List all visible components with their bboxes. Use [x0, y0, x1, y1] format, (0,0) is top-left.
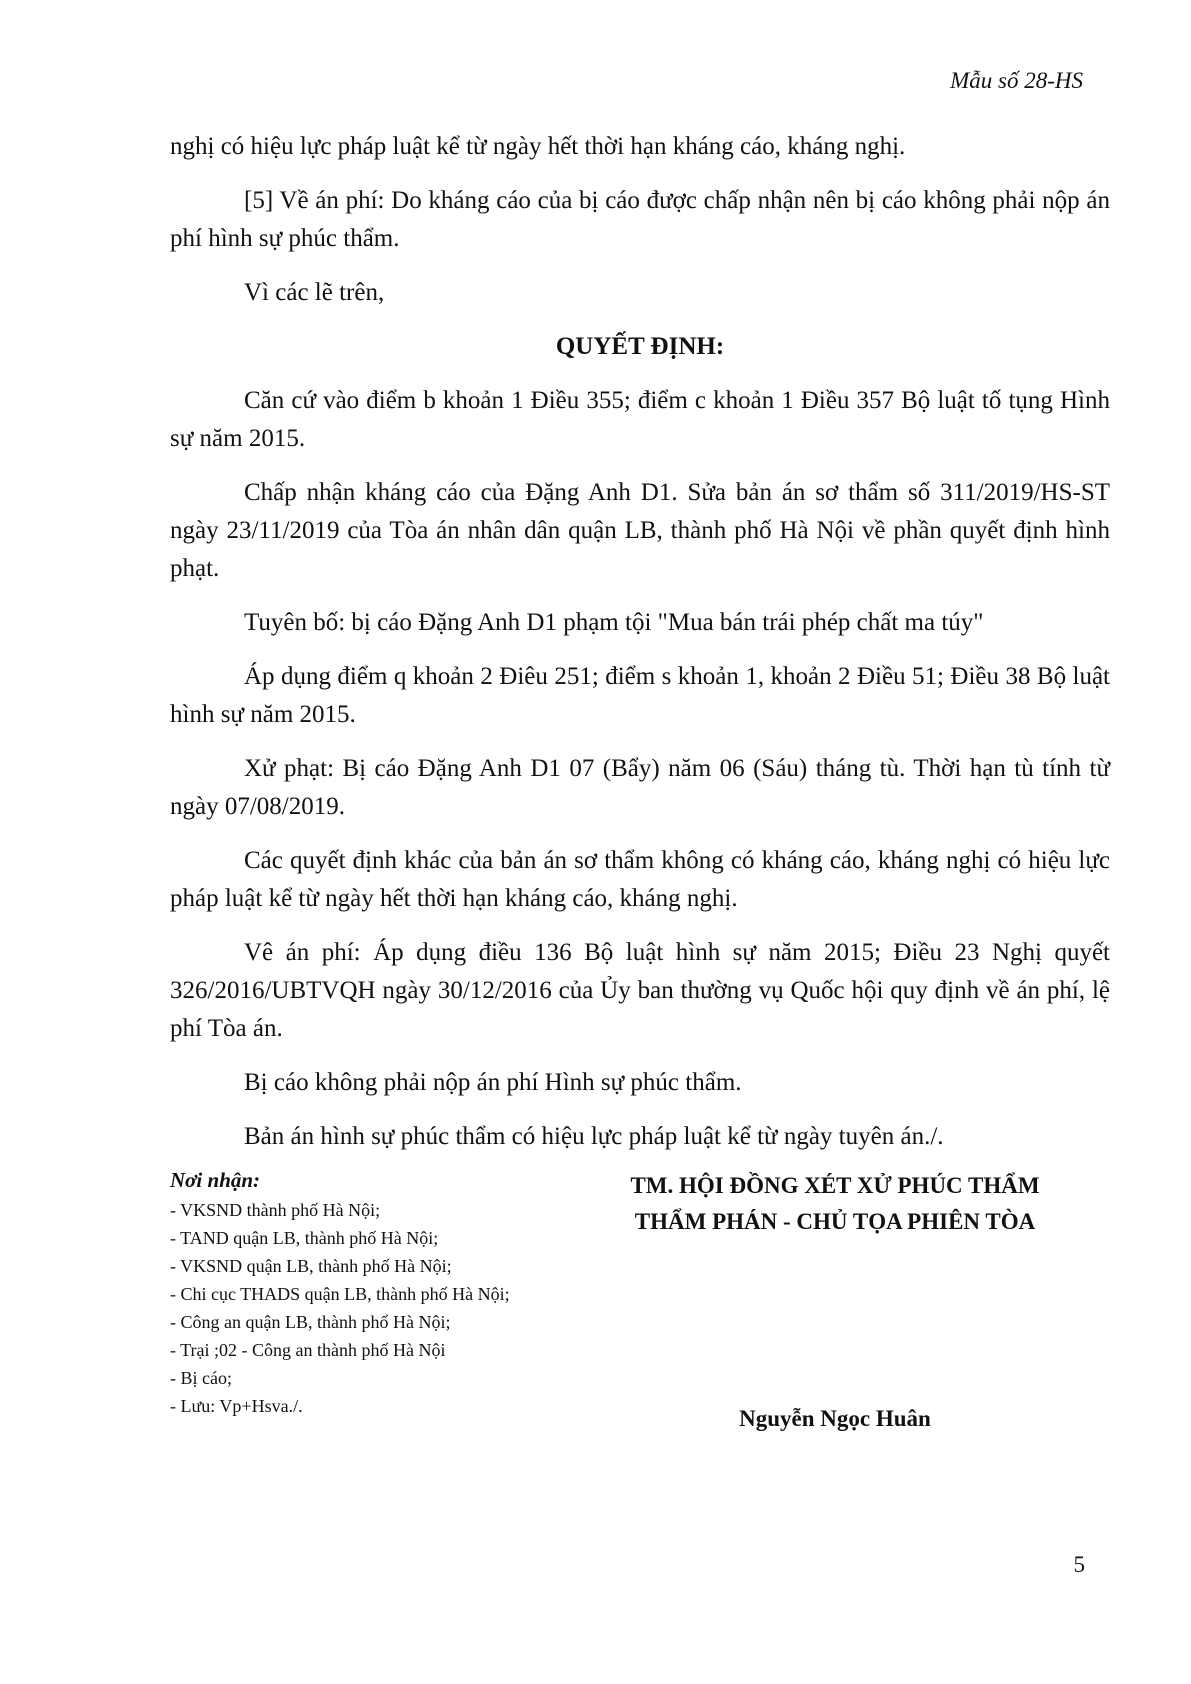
decision-declaration: Tuyên bố: bị cáo Đặng Anh D1 phạm tội "Mua bán trái phép chất ma túy" [244, 609, 984, 636]
decision-accept-appeal: Chấp nhận kháng cáo của Đặng Anh D1. Sửa bản án sơ thẩm số 311/2019/HS-ST ngày 23/11/2019 của Tòa án nhân dân quận LB, thành phố Hà Nội về phần quyết định hình phạt. [170, 479, 1110, 582]
paragraph-for-reasons: Vì các lẽ trên, [244, 279, 385, 306]
decision-heading: QUYẾT ĐỊNH: [555, 333, 725, 360]
recipient-item: - Trại ;02 - Công an thành phố Hà Nội [170, 1340, 446, 1360]
decision-legal-basis: Căn cứ vào điểm b khoản 1 Điều 355; điểm c khoản 1 Điều 357 Bộ luật tố tụng Hình sự năm 2015. [170, 387, 1110, 452]
decision-applied-articles: Áp dụng điểm q khoản 2 Điêu 251; điểm s khoản 1, khoản 2 Điều 51; Điều 38 Bộ luật hình sự năm 2015. [170, 663, 1110, 728]
recipients-list [170, 1196, 590, 1420]
recipient-item: - Bị cáo; [170, 1368, 232, 1388]
decision-fee-exemption: Bị cáo không phải nộp án phí Hình sự phúc thẩm. [244, 1069, 742, 1096]
decision-court-fee: Vê án phí: Áp dụng điều 136 Bộ luật hình sự năm 2015; Điều 23 Nghị quyết 326/2016/UBTVQH ngày 30/12/2016 của Ủy ban thường vụ Quốc hội quy định về án phí, lệ phí Tòa án. [170, 939, 1110, 1042]
document-body [170, 128, 1110, 1172]
decision-other-decisions: Các quyết định khác của bản án sơ thẩm không có kháng cáo, kháng nghị có hiệu lực pháp luật kể từ ngày hết thời hạn kháng cáo, kháng nghị. [170, 847, 1110, 912]
recipient-item: - Công an quận LB, thành phố Hà Nội; [170, 1312, 451, 1332]
page-number: 5 [1073, 1552, 1085, 1577]
recipients-title: Nơi nhận: [170, 1168, 261, 1192]
signature-title-line1: TM. HỘI ĐỒNG XÉT XỬ PHÚC THẨM [630, 1173, 1040, 1198]
decision-effective: Bản án hình sự phúc thẩm có hiệu lực pháp luật kể từ ngày tuyên án./. [244, 1123, 944, 1150]
signer-name: Nguyễn Ngọc Huân [739, 1406, 931, 1431]
paragraph-court-fee-reasoning: [5] Về án phí: Do kháng cáo của bị cáo được chấp nhận nên bị cáo không phải nộp án phí hình sự phúc thẩm. [170, 187, 1110, 252]
decision-sentence: Xử phạt: Bị cáo Đặng Anh D1 07 (Bẩy) năm 06 (Sáu) tháng tù. Thời hạn tù tính từ ngày 07/08/2019. [170, 755, 1110, 820]
recipient-item: - TAND quận LB, thành phố Hà Nội; [170, 1228, 439, 1248]
recipient-item: - Lưu: Vp+Hsva./. [170, 1396, 303, 1416]
recipient-item: - VKSND thành phố Hà Nội; [170, 1200, 381, 1220]
recipient-item: - VKSND quận LB, thành phố Hà Nội; [170, 1256, 452, 1276]
signature-block [590, 1168, 1080, 1240]
paragraph-continuation: nghị có hiệu lực pháp luật kể từ ngày hết thời hạn kháng cáo, kháng nghị. [170, 133, 906, 160]
recipient-item: - Chi cục THADS quận LB, thành phố Hà Nội; [170, 1284, 510, 1304]
form-code: Mẫu số 28-HS [950, 68, 1083, 93]
signature-title-line2: THẨM PHÁN - CHỦ TỌA PHIÊN TÒA [634, 1209, 1036, 1234]
recipients-block [170, 1166, 590, 1420]
